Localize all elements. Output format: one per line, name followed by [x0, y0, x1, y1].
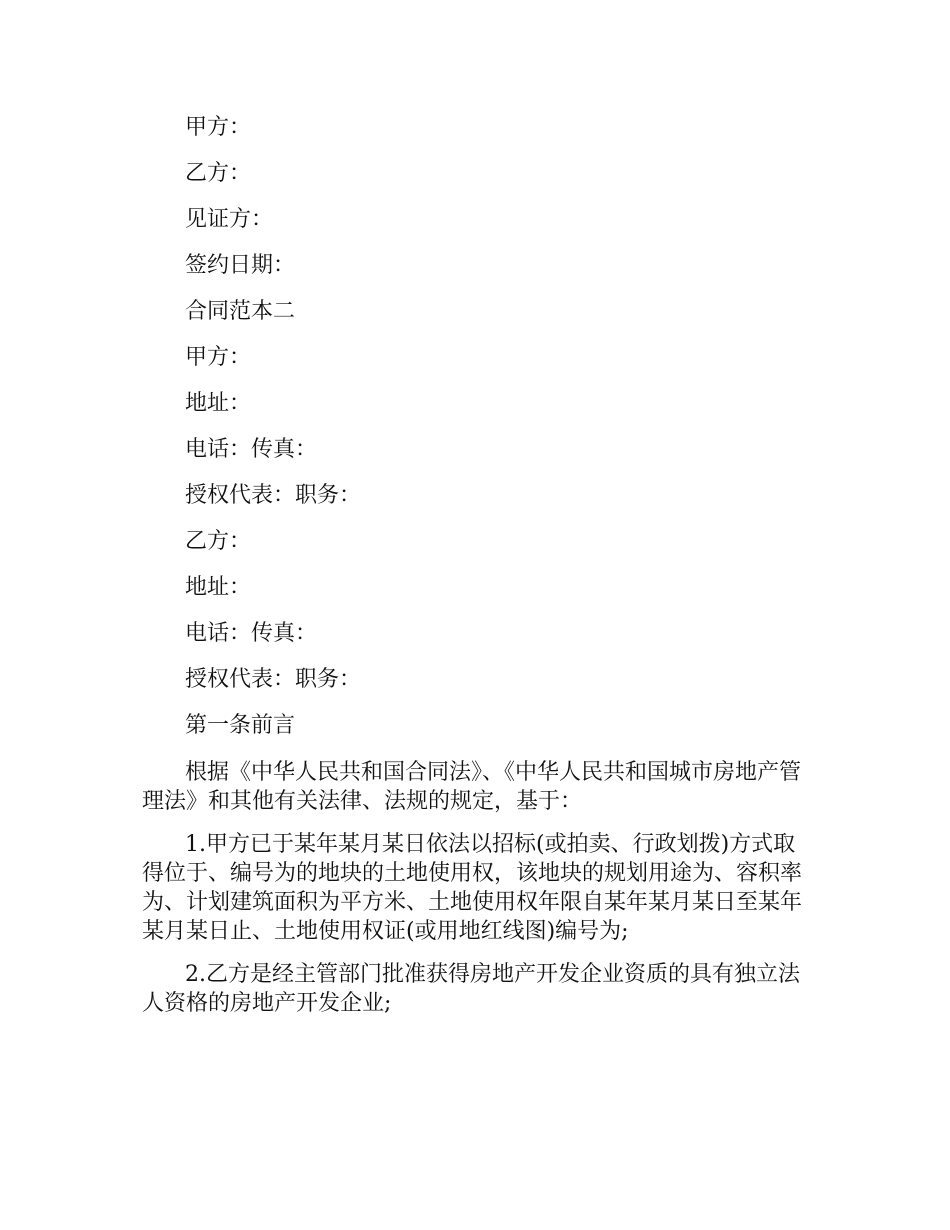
party-b-address-label: 地址：: [185, 575, 252, 600]
party-a-label-2: 甲方：: [185, 345, 252, 370]
article-one-heading: 第一条前言: [185, 713, 296, 738]
witness-label: 见证方：: [185, 207, 274, 232]
party-a-address-label: 地址：: [185, 391, 252, 416]
party-a-phone-fax-label: 电话：传真：: [185, 437, 318, 462]
preamble-paragraph: 根据《中华人民共和国合同法》、《中华人民共和国城市房地产管理法》和其他有关法律、法规的规定，基于：: [142, 760, 802, 814]
party-a-representative-label: 授权代表：职务：: [185, 483, 362, 508]
clause-2-paragraph: 2.乙方是经主管部门批准获得房地产开发企业资质的具有独立法人资格的房地产开发企业;: [142, 962, 800, 1016]
party-a-label: 甲方：: [185, 115, 252, 140]
party-b-representative-label: 授权代表：职务：: [185, 667, 362, 692]
party-b-label: 乙方：: [185, 161, 252, 186]
party-b-label-2: 乙方：: [185, 529, 252, 554]
contract-template-heading: 合同范本二: [185, 299, 296, 324]
party-b-phone-fax-label: 电话：传真：: [185, 621, 318, 646]
clause-1-paragraph: 1.甲方已于某年某月某日依法以招标(或拍卖、行政划拨)方式取得位于、编号为的地块的土地使用权，该地块的规划用途为、容积率为、计划建筑面积为平方米、土地使用权年限自某年某月某日至某年某月某日止、土地使用权证(或用地红线图)编号为;: [142, 832, 803, 944]
document-body: [142, 108, 808, 1032]
signing-date-label: 签约日期：: [185, 253, 296, 278]
